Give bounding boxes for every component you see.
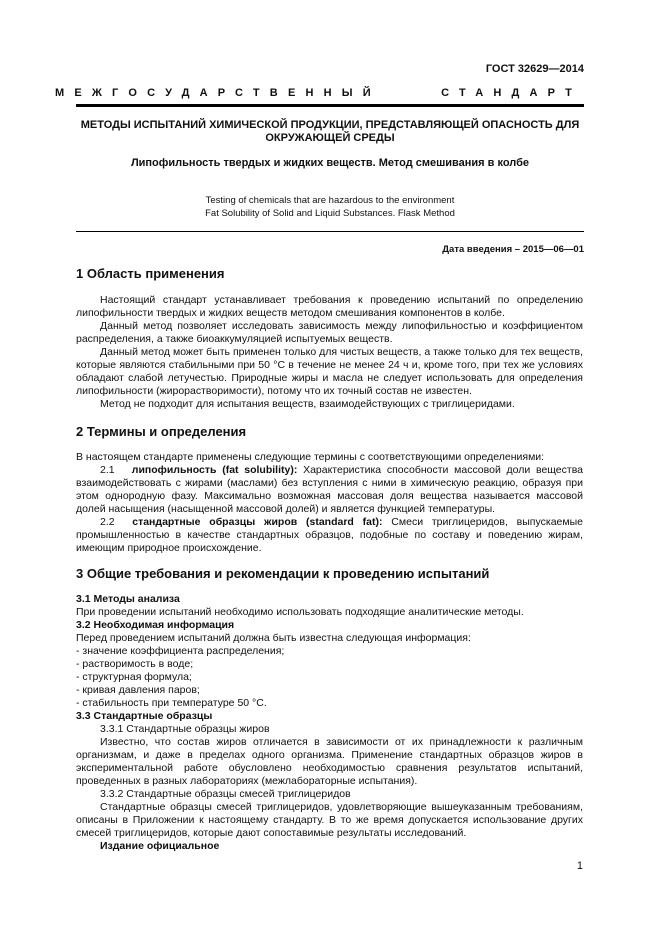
title-line-2: ОКРУЖАЮЩЕЙ СРЕДЫ xyxy=(265,132,395,144)
subsection-3-2-heading: 3.2 Необходимая информация xyxy=(76,619,235,631)
subsection-3-2-intro: Перед проведением испытаний должна быть известна следующая информация: xyxy=(76,632,471,644)
banner-left-text: МЕЖГОСУДАРСТВЕННЫЙ xyxy=(55,87,381,99)
term-2-2 xyxy=(76,516,583,555)
banner-right-text: СТАНДАРТ xyxy=(441,87,582,99)
english-title-line-1: Testing of chemicals that are hazardous to the environment xyxy=(205,195,455,206)
page-number: 1 xyxy=(576,860,583,872)
standard-banner xyxy=(55,86,584,107)
section-1-paragraph-3: Данный метод может быть применен только для чистых веществ, а также только для тех веществ, которые являются стабильными при 50 °С в течение не менее 24 ч и, кроме того, при тех же условиях обладают слабой летучестью. Природные жиры и масла не следует использовать для определения липофильности (жирорастворимости), потому что их точный состав не известен. xyxy=(76,346,583,397)
section-1-paragraph-2: Данный метод позволяет исследовать зависимость между липофильностью и коэффициентом распределения, а также биоаккумуляцией испытуемых веществ. xyxy=(76,320,583,345)
introduction-date: Дата введения – 2015—06—01 xyxy=(442,244,584,255)
section-2-intro: В настоящем стандарте применены следующие термины с соответствующими определениями: xyxy=(76,451,545,463)
subsection-3-3-1-heading: 3.3.1 Стандартные образцы жиров xyxy=(100,723,270,735)
document-subtitle: Липофильность твердых и жидких веществ. Метод смешивания в колбе xyxy=(130,157,530,169)
subsection-3-3-1-text: Известно, что состав жиров отличается в зависимости от их принадлежности к различным организмам, и даже в пределах одного организма. Применение стандартных образцов жиров в экспериментальной работе обусловлено необходимостью сравнения результатов испытаний, проведенных в разных лабораториях (межлабораторные испытания). xyxy=(76,736,583,787)
term-2-1-number: 2.1 xyxy=(100,464,115,476)
english-title-line-2: Fat Solubility of Solid and Liquid Substances. Flask Method xyxy=(205,208,455,219)
section-1-heading: 1 Область применения xyxy=(76,266,225,281)
subsection-3-3-2-text: Стандартные образцы смесей триглицеридов, удовлетворяющие вышеуказанным требованиям, описаны в Приложении к настоящему стандарту. В то же время допускается использование других смесей триглицеридов, которые дают сопоставимые результаты исследований. xyxy=(76,801,583,839)
document-title xyxy=(76,119,584,145)
subsection-3-3-2-heading: 3.3.2 Стандартные образцы смесей триглицеридов xyxy=(100,788,351,800)
standard-number: ГОСТ 32629—2014 xyxy=(485,63,584,75)
list-item: - кривая давления паров; xyxy=(76,684,200,696)
section-3-heading: 3 Общие требования и рекомендации к проведению испытаний xyxy=(76,566,490,581)
section-2-heading: 2 Термины и определения xyxy=(76,424,247,439)
list-item: - значение коэффициента распределения; xyxy=(76,645,285,657)
term-2-2-name: стандартные образцы жиров (standard fat): xyxy=(132,516,383,528)
divider xyxy=(76,231,584,232)
english-title xyxy=(76,194,584,220)
term-2-1-definition: Характеристика способности массовой доли вещества взаимодействовать с жирами (маслами) без вступления с ними в химическую реакцию, образуя при этом однородную фазу. Максимально возможная массовая доля вещества называется массовой долей насыщения (насыщенной массовой долей) и является функцией температуры. xyxy=(76,464,584,515)
section-1-paragraph-1: Настоящий стандарт устанавливает требования к проведению испытаний по определению липофильности твердых и жидких веществ методом смешивания компонентов в колбе. xyxy=(76,294,583,319)
term-2-2-number: 2.2 xyxy=(100,516,115,528)
subsection-3-3-heading: 3.3 Стандартные образцы xyxy=(76,710,213,722)
term-2-1-name: липофильность (fat solubility): xyxy=(131,464,298,476)
subsection-3-1-heading: 3.1 Методы анализа xyxy=(76,593,180,605)
section-1-paragraph-4: Метод не подходит для испытания веществ, взаимодействующих с триглицеридами. xyxy=(100,398,515,410)
official-edition-label: Издание официальное xyxy=(100,840,220,852)
list-item: - стабильность при температуре 50 °С. xyxy=(76,697,267,709)
term-2-2-definition: Смеси триглицеридов, выпускаемые промышленностью в качестве стандартных образцов, подобные по составу и поведению жирам, имеющим природное происхождение. xyxy=(76,516,583,554)
subsection-3-1-text: При проведении испытаний необходимо использовать подходящие аналитические методы. xyxy=(76,606,524,618)
term-2-1 xyxy=(76,464,583,516)
list-item: - растворимость в воде; xyxy=(76,658,194,670)
list-item: - структурная формула; xyxy=(76,671,192,683)
title-line-1: МЕТОДЫ ИСПЫТАНИЙ ХИМИЧЕСКОЙ ПРОДУКЦИИ, ПРЕДСТАВЛЯЮЩЕЙ ОПАСНОСТЬ ДЛЯ xyxy=(80,119,580,131)
